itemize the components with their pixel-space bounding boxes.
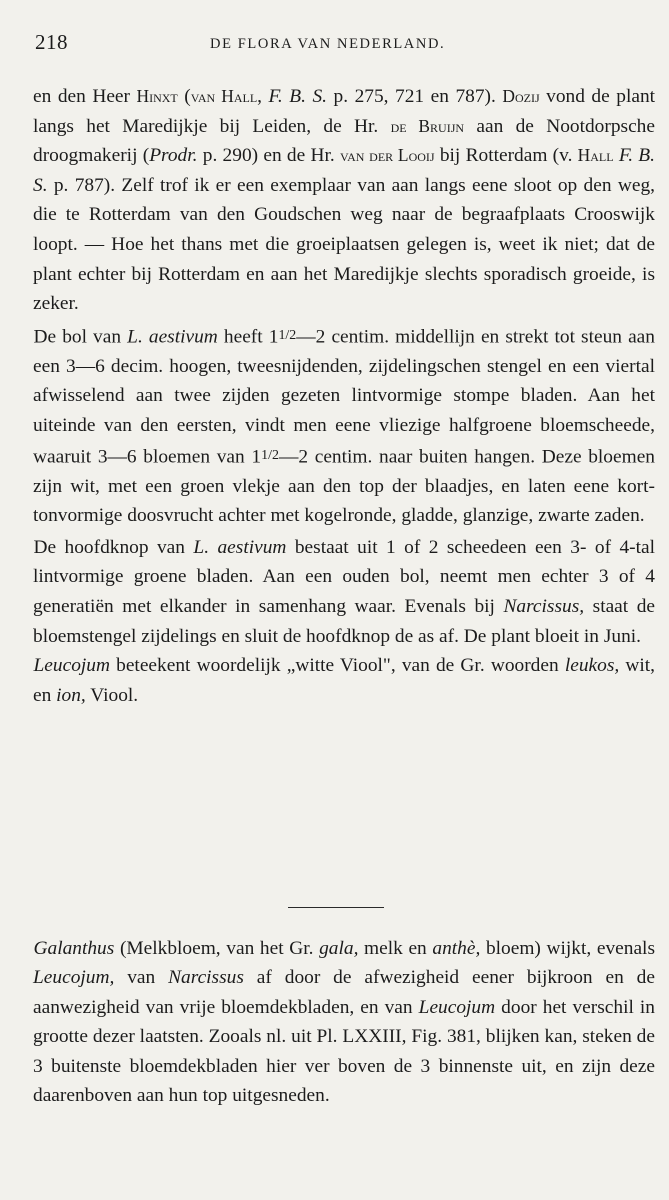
genus-name: Narcissus, xyxy=(503,596,585,618)
text-run: —2 centim. middellijn en strekt tot steun aan een 3—6 decim. hoogen, tweesnijdenden, zijdelingschen stengel en een viertal afwisselend aan twee zijden gezeten lintvormige stompe bladen. Aan het uiteinde van den eersten, vindt men eene vliezige halfgroene bloemscheede, waaruit 3—6 bloemen van 1 xyxy=(33,326,655,468)
text-run: bloem) wijkt, evenals xyxy=(480,938,655,959)
person-name: Dozij xyxy=(502,86,540,106)
text-run: staat de bloemstengel zijdelings en sluit de hoofdknop de as af. De plant bloeit in Juni. xyxy=(33,596,656,647)
person-name: de Bruijn xyxy=(390,115,465,136)
greek-word: gala, xyxy=(319,938,359,959)
paragraph-etymology xyxy=(33,651,655,710)
text-run: wit, en xyxy=(33,655,655,706)
species-name: L. aestivum xyxy=(193,536,287,558)
text-run: door het verschil in grootte dezer laatsten. Zooals nl. uit Pl. LXXIII, Fig. 381, blijken kan, steken de 3 buitenste bloemdekbladen hier ver boven de 3 binnenste uit, en zijn deze daarenboven aan hun top uitgesneden. xyxy=(33,996,655,1107)
greek-word: ion, xyxy=(56,684,86,706)
text-run: vond de plant langs het Maredijkje bij Leiden, de Hr. xyxy=(33,86,656,137)
text-run: beteekent woordelijk „witte Viool", van de Gr. woorden xyxy=(109,655,565,677)
text-run: bij Rotterdam (v. xyxy=(434,145,578,167)
person-name: van der Looij xyxy=(339,145,435,166)
section-divider xyxy=(288,907,384,908)
genus-name: Leucojum xyxy=(418,996,496,1018)
text-run: —2 centim. naar buiten hangen. Deze bloemen zijn wit, met een groen vlekje aan den top der blaadjes, en laten eene kort-tonvormige doosvrucht achter met kogelronde, gladde, glanzige, zwarte zaden. xyxy=(33,446,655,527)
text-run: bestaat uit 1 of 2 scheedeen een 3- of 4-tal lintvormige groene bladen. Aan een ouden bol, neemt men echter 3 of 4 generatiën met elkander in samenhang waar. Evenals bij xyxy=(33,536,655,618)
paragraph-locations xyxy=(33,82,655,319)
person-name: Hinxt xyxy=(136,86,178,106)
text-run: Viool. xyxy=(85,684,139,706)
greek-word: anthè, xyxy=(432,938,481,959)
greek-word: leukos, xyxy=(564,655,620,677)
citation-abbrev: F. B. S. xyxy=(268,86,328,107)
text-run: van xyxy=(114,967,169,989)
genus-name: Leucojum, xyxy=(33,967,115,989)
text-run: De hoofdknop van xyxy=(33,536,194,558)
paragraph-galanthus xyxy=(33,934,655,1110)
text-run: af door de afwezigheid eener bijkroon en de aanwezigheid van vrije bloemdekbladen, en van xyxy=(33,967,655,1018)
paragraph-bulb-description xyxy=(33,321,655,531)
page-header xyxy=(35,30,639,60)
text-run: p. 290) en de Hr. xyxy=(197,145,340,167)
fraction: 1/2 xyxy=(278,327,297,343)
person-name: Hall xyxy=(577,145,614,166)
text-run: , xyxy=(257,86,269,107)
citation-abbrev: Prodr. xyxy=(149,145,198,167)
text-run: melk en xyxy=(358,938,433,959)
genus-name: Narcissus xyxy=(168,967,244,989)
species-name: L. aestivum xyxy=(127,326,218,348)
genus-name: Galanthus xyxy=(33,938,115,959)
page-number: 218 xyxy=(35,30,68,54)
text-run: De bol van xyxy=(33,326,128,348)
text-run: ( xyxy=(177,86,191,107)
paragraph-head-bud xyxy=(33,533,655,651)
galanthus-section xyxy=(33,934,655,1110)
text-run: aan de Nootdorpsche droogmakerij ( xyxy=(33,115,655,167)
text-run: heeft 1 xyxy=(217,326,279,348)
text-run: en den Heer xyxy=(33,86,137,107)
text-run: p. 787). Zelf trof ik er een exemplaar van aan langs eene sloot op den weg, die te Rotterdam van den Goudschen weg naar de begraafplaats Crooswijk loopt. — Hoe het thans met die groeiplaatsen gelegen is, weet ik niet; dat de plant echter bij Rotterdam en aan het Maredijkje slechts sporadisch groeide, is zeker. xyxy=(33,174,655,315)
main-text xyxy=(33,82,655,710)
text-run: (Melkbloem, van het Gr. xyxy=(114,938,320,959)
genus-name: Leucojum xyxy=(33,655,110,677)
running-title: DE FLORA VAN NEDERLAND. xyxy=(210,36,446,52)
person-name: van Hall xyxy=(190,86,258,106)
text-run: p. 275, 721 en 787). xyxy=(327,86,503,107)
fraction: 1/2 xyxy=(261,447,279,463)
citation-abbrev: F. B. S. xyxy=(33,145,655,196)
